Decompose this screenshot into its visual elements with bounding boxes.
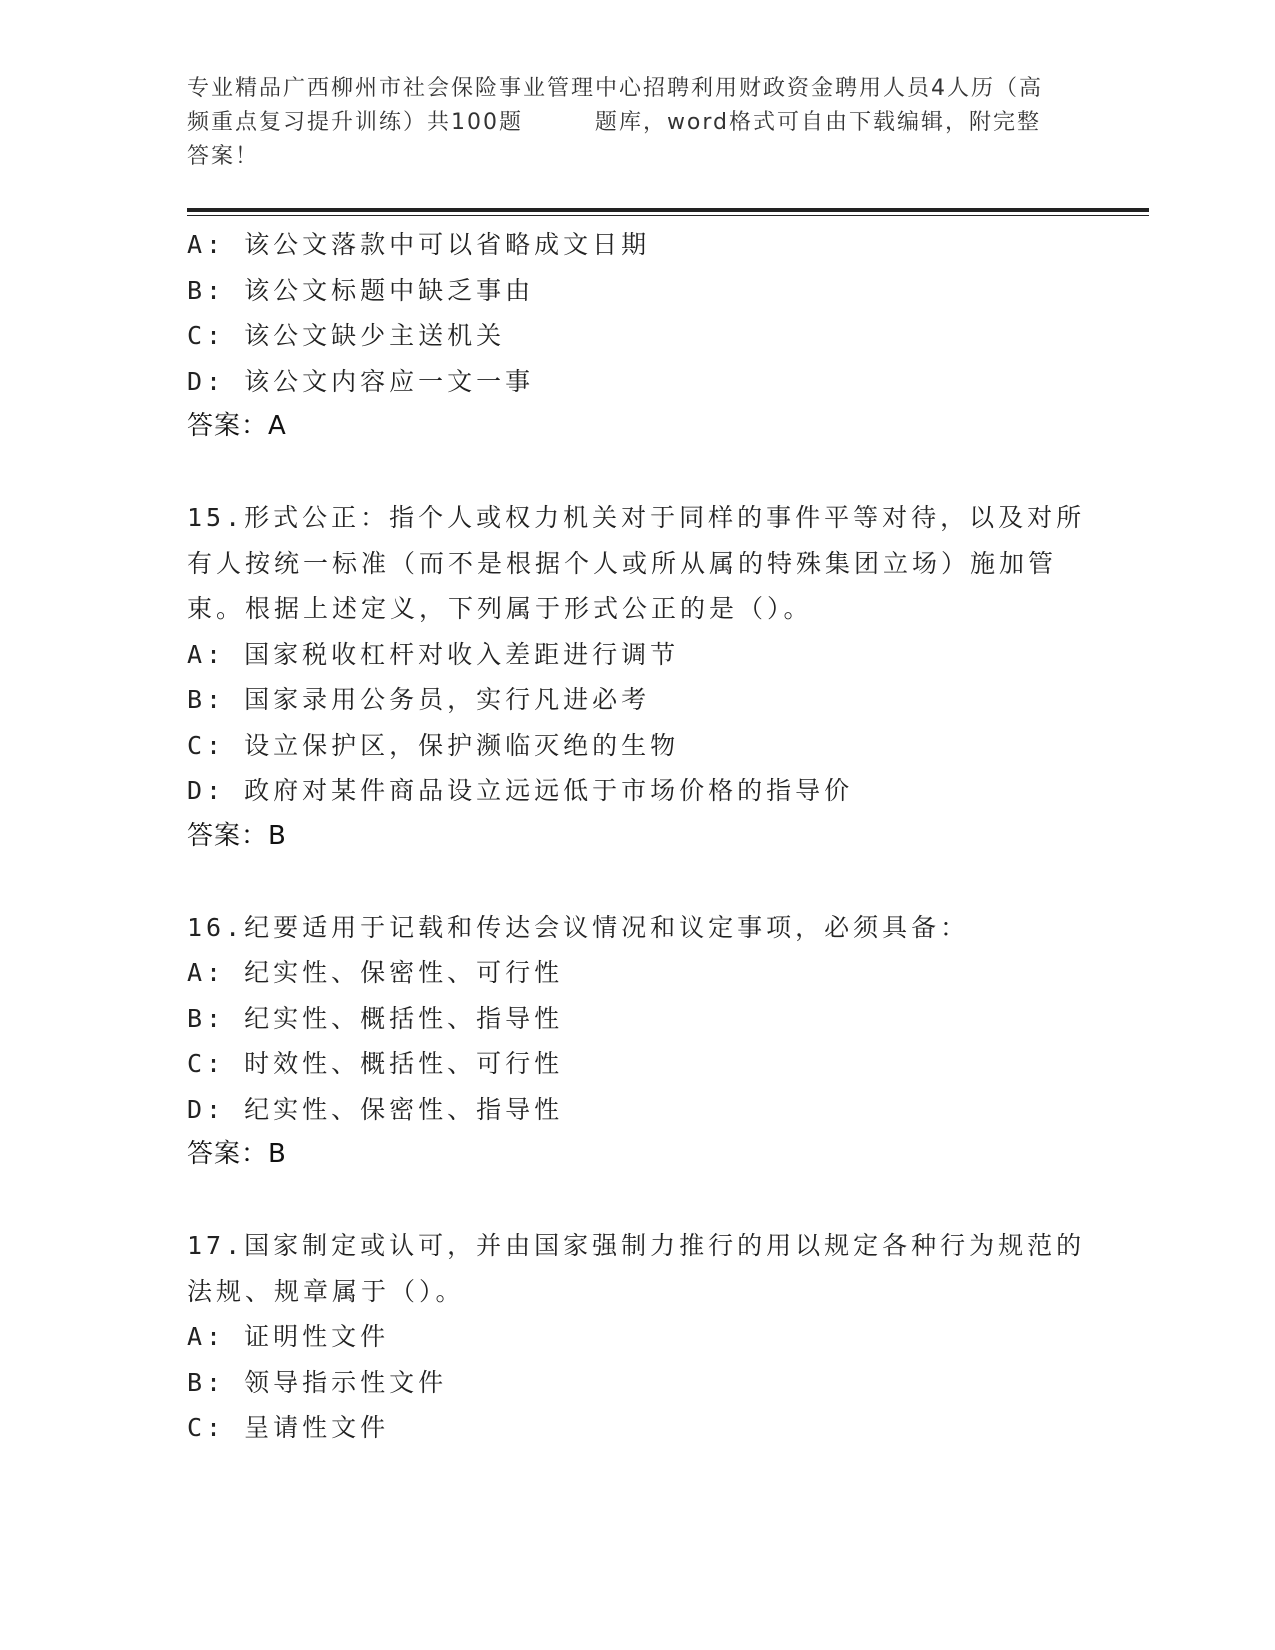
option-c: C: 设立保护区，保护濒临灭绝的生物 — [187, 730, 680, 760]
header-line: 答案！ — [187, 144, 260, 169]
option-a: A: 国家税收杠杆对收入差距进行调节 — [187, 639, 680, 669]
question-stem: 有人按统一标准（而不是根据个人或所从属的特殊集团立场）施加管 — [187, 548, 1058, 578]
question-stem: 束。根据上述定义，下列属于形式公正的是（）。 — [187, 594, 813, 623]
option-b: B: 领导指示性文件 — [187, 1367, 448, 1397]
question-stem: 16.纪要适用于记载和传达会议情况和议定事项，必须具备： — [187, 912, 970, 942]
question-content — [187, 222, 1087, 1451]
option-b: B: 纪实性、概括性、指导性 — [187, 1003, 564, 1033]
option-b: B: 该公文标题中缺乏事由 — [187, 275, 535, 305]
question-stem: 17.国家制定或认可，并由国家强制力推行的用以规定各种行为规范的 — [187, 1231, 1086, 1260]
option-c: C: 该公文缺少主送机关 — [187, 321, 506, 350]
header-line: 频重点复习提升训练）共100题 题库，word格式可自由下载编辑，附完整 — [187, 110, 1042, 135]
header-divider-thick — [187, 208, 1149, 212]
question-stem: 15.形式公正：指个人或权力机关对于同样的事件平等对待，以及对所 — [187, 503, 1086, 532]
option-a: A: 证明性文件 — [187, 1322, 390, 1351]
option-b: B: 国家录用公务员，实行凡进必考 — [187, 685, 651, 714]
header-line: 专业精品广西柳州市社会保险事业管理中心招聘利用财政资金聘用人员4人历（高 — [187, 76, 1043, 101]
answer-line: 答案：A — [187, 411, 287, 441]
answer-line: 答案：B — [187, 820, 287, 851]
header-divider-thin — [187, 215, 1149, 216]
option-c: C: 时效性、概括性、可行性 — [187, 1049, 564, 1078]
option-d: D: 政府对某件商品设立远远低于市场价格的指导价 — [187, 776, 854, 805]
option-a: A: 纪实性、保密性、可行性 — [187, 958, 564, 987]
option-a: A: 该公文落款中可以省略成文日期 — [187, 230, 651, 259]
option-d: D: 该公文内容应一文一事 — [187, 366, 535, 396]
answer-line: 答案：B — [187, 1139, 287, 1169]
document-header — [187, 72, 1087, 174]
question-stem: 法规、规章属于（）。 — [187, 1276, 465, 1306]
option-c: C: 呈请性文件 — [187, 1413, 390, 1442]
option-d: D: 纪实性、保密性、指导性 — [187, 1094, 564, 1124]
